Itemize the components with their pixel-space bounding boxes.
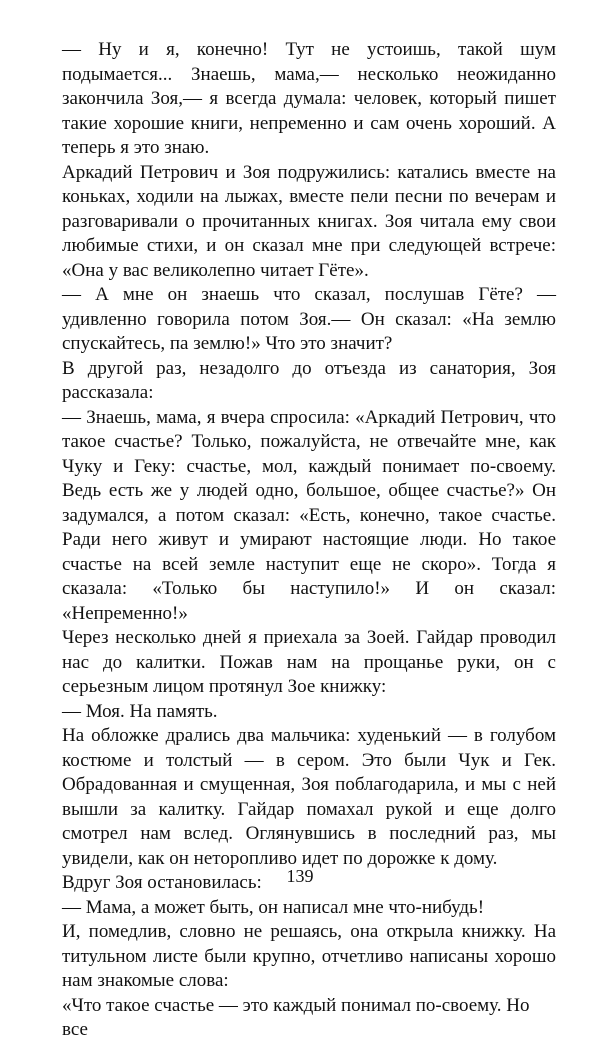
page-number: 139 xyxy=(286,866,314,886)
paragraph: — Знаешь, мама, я вчера спросила: «Аркадий Петрович, что такое счастье? Только, пожалуйста, не отвечайте мне, как Чуку и Геку: счастье, мол, каждый понимает по-своему. Ведь есть же у людей одно, большое, общее счастье?» Он задумался, а потом сказал: «Есть, конечно, такое счастье. Ради него живут и умирают настоящие люди. Но такое счастье на всей земле наступит еще не скоро». Тогда я сказала: «Только бы наступило!» И он сказал: «Непременно!» xyxy=(62,406,556,624)
paragraph: На обложке дрались два мальчика: худенький — в голубом костюме и толстый — в сером. Это были Чук и Гек. Обрадованная и смущенная, Зоя поблагодарила, и мы с ней вышли за калитку. Гайдар помахал рукой и еще долго смотрел нам вслед. Оглянувшись в последний раз, мы увидели, как он неторопливо идет по дорожке к дому. xyxy=(62,725,556,869)
paragraph: В другой раз, незадолго до отъезда из санатория, Зоя рассказала: xyxy=(62,357,556,403)
paragraph: «Что такое счастье — это каждый понимал по-своему. Но все xyxy=(62,994,530,1040)
paragraph: Аркадий Петрович и Зоя подружились: катались вместе на коньках, ходили на лыжах, вместе пели песни по вечерам и разговаривали о прочитанных книгах. Зоя читала ему свои любимые стихи, и он сказал мне при следующей встрече: «Она у вас великолепно читает Гёте». xyxy=(62,161,556,281)
paragraph: — Ну и я, конечно! Тут не устоишь, такой шум подымается... Знаешь, мама,— несколько неожиданно закончила Зоя,— я всегда думала: человек, который пишет такие хорошие книги, непременно и сам очень хороший. А теперь я это знаю. xyxy=(62,39,556,158)
page-text-body xyxy=(62,38,556,1043)
paragraph: Через несколько дней я приехала за Зоей. Гайдар проводил нас до калитки. Пожав нам на прощанье руки, он с серьезным лицом протянул Зое книжку: xyxy=(62,627,556,697)
paragraph: — Моя. На память. xyxy=(62,700,218,722)
paragraph: Вдруг Зоя остановилась: xyxy=(62,872,262,893)
paragraph: — Мама, а может быть, он написал мне что-нибудь! xyxy=(62,896,485,918)
paragraph: И, помедлив, словно не решаясь, она открыла книжку. На титульном листе были крупно, отчетливо написаны хорошо нам знакомые слова: xyxy=(62,921,556,991)
paragraph: — А мне он знаешь что сказал, послушав Гёте? — удивленно говорила потом Зоя.— Он сказал: «На землю спускайтесь, па землю!» Что это значит? xyxy=(62,284,556,354)
